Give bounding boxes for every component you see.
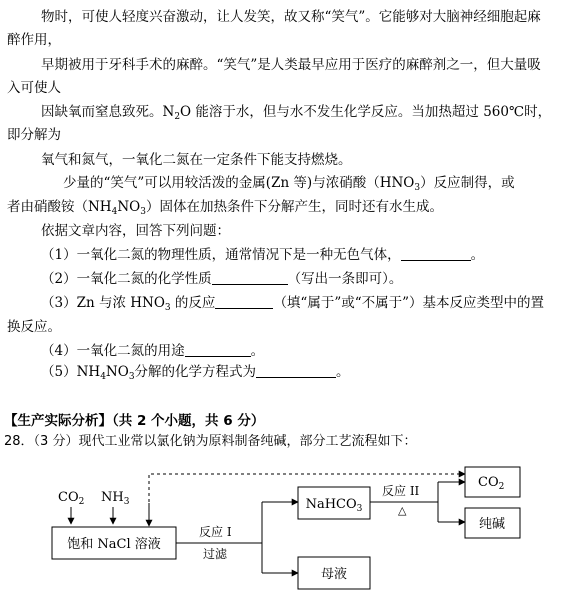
question-2 bbox=[41, 269, 402, 289]
question-3-continued: 换反应。 bbox=[7, 319, 61, 335]
co2-input-label: $CO_2$ bbox=[58, 490, 85, 507]
saturated-nacl-label: 饱和 NaCl 溶液 bbox=[67, 537, 161, 552]
subscript: 4 bbox=[111, 207, 118, 217]
text-run: 。 bbox=[470, 247, 485, 263]
filter-label: 过滤 bbox=[203, 547, 228, 561]
text-run: ）固体在加热条件下分解产生，同时还有水生成。 bbox=[145, 199, 443, 215]
text-run: ）反应制得，或 bbox=[420, 175, 515, 191]
text-run: （4）一氧化二氮的用途 bbox=[41, 343, 185, 359]
text-run: NO bbox=[105, 364, 129, 380]
subscript: 3 bbox=[414, 183, 421, 193]
answer-blank[interactable] bbox=[212, 270, 288, 285]
answer-blank[interactable] bbox=[185, 342, 251, 357]
text-run: （2）一氧化二氮的化学性质 bbox=[41, 271, 212, 287]
question-28: 28．（3 分）现代工业常以氯化钠为原料制备纯碱，部分工艺流程如下： bbox=[4, 434, 417, 449]
paragraph-line-9 bbox=[7, 197, 443, 222]
process-flow-diagram bbox=[0, 455, 569, 595]
text-run: （写出一条即可）。 bbox=[287, 271, 403, 287]
subscript: 3 bbox=[164, 303, 171, 313]
paragraph-line-5 bbox=[41, 102, 551, 127]
text-run: 少量的“笑气”可以用较活泼的金属(Zn 等)与浓硝酸（HNO bbox=[63, 175, 415, 191]
paragraph-line-8 bbox=[63, 173, 515, 198]
paragraph-line-4: 入可使人 bbox=[7, 80, 61, 96]
question-4 bbox=[41, 341, 264, 361]
nh3-input-label: $NH_3$ bbox=[101, 490, 130, 507]
answer-blank[interactable] bbox=[215, 294, 273, 309]
paragraph-line-2: 醉作用， bbox=[7, 32, 61, 48]
text-run: 。 bbox=[250, 343, 265, 359]
soda-label: 纯碱 bbox=[478, 517, 506, 532]
nahco3-label: NaHCO$_3$ bbox=[305, 497, 363, 514]
paragraph-line-6: 即分解为 bbox=[7, 127, 61, 143]
question-3 bbox=[41, 293, 544, 318]
paragraph-line-10: 依据文章内容，回答下列问题： bbox=[41, 223, 230, 239]
text-run: 因缺氧而窒息致死。N bbox=[41, 104, 175, 120]
text-run: 者由硝酸铵（NH bbox=[7, 199, 112, 215]
text-run: NO bbox=[117, 199, 141, 215]
subscript: 3 bbox=[140, 207, 146, 217]
text-run: 的反应 bbox=[170, 295, 216, 311]
question-5 bbox=[41, 362, 350, 387]
co2-output-label: $CO_2$ bbox=[478, 475, 505, 492]
heat-symbol: △ bbox=[398, 504, 407, 517]
text-run: 分解的化学方程式为 bbox=[134, 364, 257, 380]
text-run: （3）Zn 与浓 HNO bbox=[41, 295, 165, 311]
subscript: 4 bbox=[100, 372, 106, 382]
text-run: （填“属于”或“不属于”）基本反应类型中的置 bbox=[273, 295, 545, 311]
text-run: （5）NH bbox=[41, 364, 101, 380]
reaction-2-label: 反应 II bbox=[382, 484, 420, 498]
paragraph-line-7: 氧气和氮气，一氧化二氮在一定条件下能支持燃烧。 bbox=[41, 152, 352, 168]
mother-liquor-label: 母液 bbox=[320, 567, 348, 582]
subscript: 2 bbox=[174, 112, 181, 122]
reaction-1-label: 反应 I bbox=[199, 525, 232, 539]
section-heading: 【生产实际分析】（共 2 个小题，共 6 分） bbox=[4, 413, 265, 429]
paragraph-line-3: 早期被用于牙科手术的麻醉。“笑气”是人类最早应用于医疗的麻醉剂之一，但大量吸 bbox=[41, 57, 541, 73]
text-run: （1）一氧化二氮的物理性质，通常情况下是一种无色气体， bbox=[41, 247, 401, 263]
text-run: O 能溶于水，但与水不发生化学反应。当加热超过 560℃时， bbox=[180, 104, 552, 120]
paragraph-line-1: 物时，可使人轻度兴奋激动，让人发笑，故又称“笑气”。它能够对大脑神经细胞起麻 bbox=[41, 9, 541, 25]
answer-blank[interactable] bbox=[401, 246, 471, 261]
text-run: 。 bbox=[336, 364, 350, 380]
answer-blank[interactable] bbox=[256, 363, 336, 378]
question-1 bbox=[41, 245, 484, 265]
subscript: 3 bbox=[128, 372, 135, 382]
